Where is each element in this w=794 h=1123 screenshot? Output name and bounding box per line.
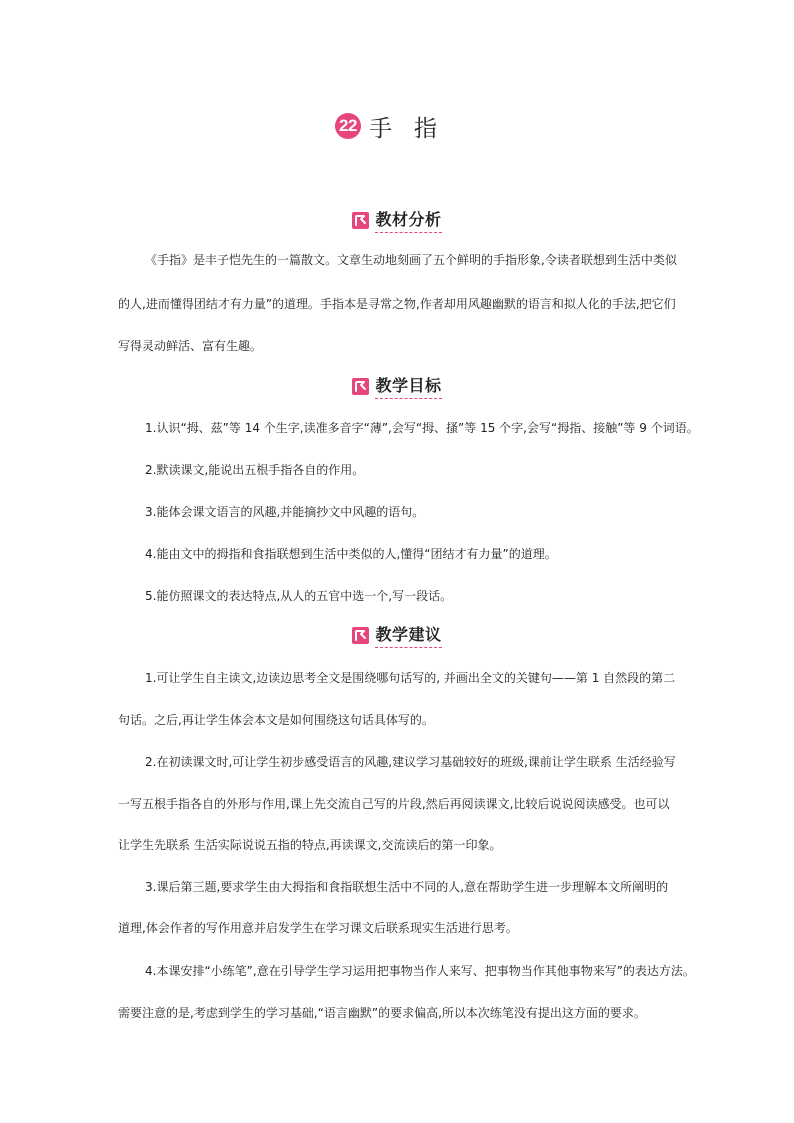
suggestion-line-2: 句话。之后,再让学生体会本文是如何围绕这句话具体写的。 (118, 713, 434, 727)
goal-item-4: 4.能由文中的拇指和食指联想到生活中类似的人,懂得“团结才有力量”的道理。 (145, 547, 557, 561)
section-header-goals (0, 373, 794, 399)
suggestion-line-7: 道理,体会作者的写作用意并启发学生在学习课文后联系现实生活进行思考。 (118, 921, 518, 935)
analysis-line-2: 的人,进而懂得团结才有力量”的道理。手指本是寻常之物,作者却用风趣幽默的语言和拟人化的手法,把它们 (118, 297, 676, 311)
lesson-number-badge: 22 (335, 113, 361, 139)
section-header-analysis (0, 207, 794, 233)
suggestion-line-8: 4.本课安排“小练笔”,意在引导学生学习运用把事物当作人来写、把事物当作其他事物来写”的表达方法。 (145, 964, 695, 978)
bookmark-arrow-icon (352, 212, 369, 229)
section-title-analysis: 教材分析 (375, 207, 441, 233)
analysis-line-1: 《手指》是丰子恺先生的一篇散文。文章生动地刻画了五个鲜明的手指形象,令读者联想到生活中类似 (145, 253, 677, 267)
goal-item-5: 5.能仿照课文的表达特点,从人的五官中选一个,写一段话。 (145, 589, 453, 603)
lesson-title-bar (0, 108, 794, 144)
goal-item-1: 1.认识“拇、茲”等 14 个生字,读准多音字“薄”,会写“拇、搔”等 15 个字,会写“拇指、接触”等 9 个词语。 (145, 421, 699, 435)
suggestion-line-5: 让学生先联系 生活实际说说五指的特点,再读课文,交流读后的第一印象。 (118, 838, 502, 852)
section-title-suggestions: 教学建议 (375, 622, 441, 648)
section-header-suggestions (0, 622, 794, 648)
analysis-line-3: 写得灵动鲜活、富有生趣。 (118, 339, 263, 353)
suggestion-line-4: 一写五根手指各自的外形与作用,课上先交流自己写的片段,然后再阅读课文,比较后说说阅读感受。也可以 (118, 797, 670, 811)
suggestion-line-3: 2.在初读课文时,可让学生初步感受语言的风趣,建议学习基础较好的班级,课前让学生联系 生活经验写 (145, 755, 676, 769)
suggestion-line-1: 1.可让学生自主读文,边读边思考全文是围绕哪句话写的, 并画出全文的关键句——第 1 自然段的第二 (145, 671, 676, 685)
goal-item-2: 2.默读课文,能说出五根手指各自的作用。 (145, 463, 365, 477)
suggestion-line-6: 3.课后第三题,要求学生由大拇指和食指联想生活中不同的人,意在帮助学生进一步理解本文所阐明的 (145, 880, 669, 894)
lesson-title: 手指 (369, 115, 459, 142)
goal-item-3: 3.能体会课文语言的风趣,并能摘抄文中风趣的语句。 (145, 505, 425, 519)
bookmark-arrow-icon (352, 627, 369, 644)
bookmark-arrow-icon (352, 378, 369, 395)
suggestion-line-9: 需要注意的是,考虑到学生的学习基础,“语言幽默”的要求偏高,所以本次练笔没有提出这方面的要求。 (118, 1006, 646, 1020)
section-title-goals: 教学目标 (375, 373, 441, 399)
